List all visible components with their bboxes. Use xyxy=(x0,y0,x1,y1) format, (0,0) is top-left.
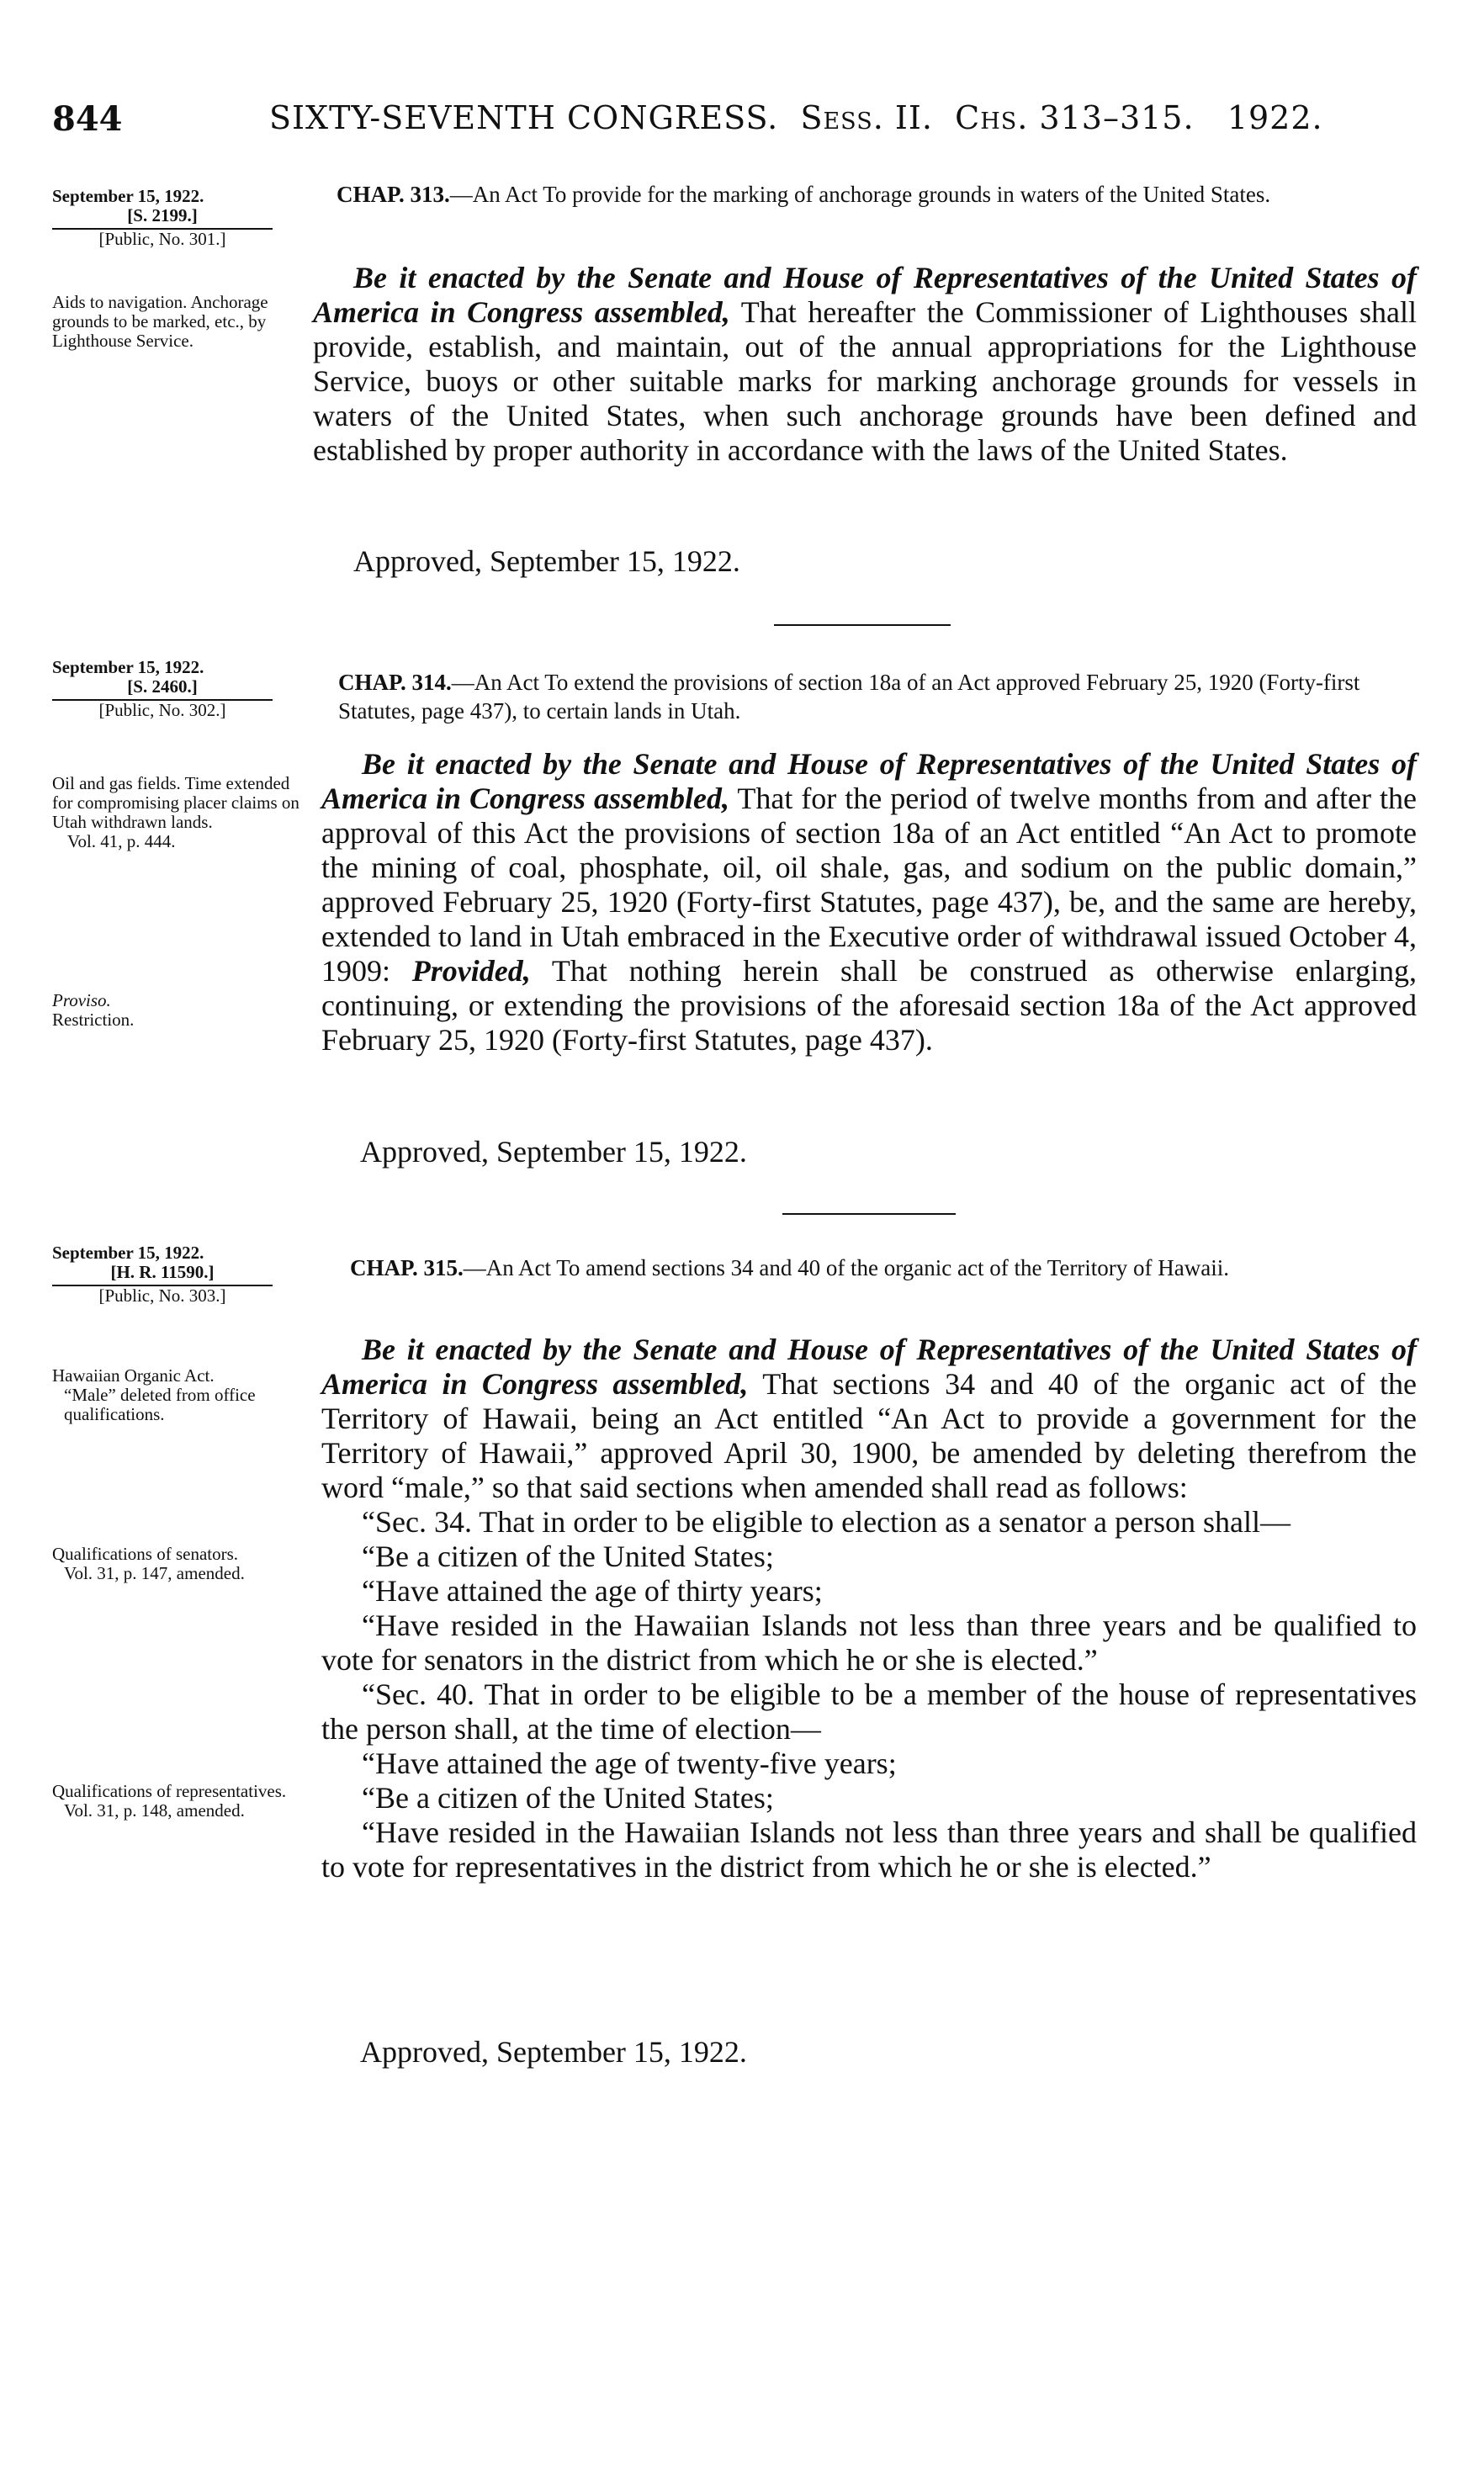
sec40-item: “Have attained the age of twenty-five years; xyxy=(362,1746,897,1780)
sec34-item: “Have attained the age of thirty years; xyxy=(362,1574,823,1608)
chap314-text-1: That for the period of twelve months from and after the approval of this Act the provisions of section 18a of an Act entitled “An Act to promote the mining of coal, phosphate, oil, oil shale, gas, and sodium on the public domain,” approved February 25, 1920 (Forty-first Statutes, page 437), be, and the same are hereby, extended to land in Utah embraced in the Executive order of withdrawal issued October 4, 1909: xyxy=(321,782,1418,988)
chap313-margin-ids xyxy=(52,187,305,249)
chap314-enacting: Be it enacted by the Senate and House of Representatives of the United States of America in Congress assembled, xyxy=(321,747,1417,815)
sec40-item: “Have resided in the Hawaiian Islands not less than three years and shall be qualified to vote for representatives in the district from which he or she is elected.” xyxy=(321,1815,1417,1884)
session-label: Sess. II. xyxy=(800,99,933,136)
chap314-title xyxy=(338,668,1432,725)
chap315-body xyxy=(321,1333,1417,1884)
chap314-margin-proviso xyxy=(52,991,313,1030)
chap313-margin-note: Aids to navigation. Anchorage grounds to be marked, etc., by Lighthouse Service. xyxy=(52,292,268,351)
sec34-item: “Be a citizen of the United States; xyxy=(362,1540,774,1573)
senators-note: Qualifications of senators. xyxy=(52,1544,239,1564)
chap315-title-text: —An Act To amend sections 34 and 40 of the organic act of the Territory of Hawaii. xyxy=(463,1255,1230,1280)
chap314-margin-ref: Vol. 41, p. 444. xyxy=(67,831,176,851)
chap313-title-text: —An Act To provide for the marking of anchorage grounds in waters of the United States. xyxy=(449,182,1271,207)
page-header xyxy=(52,99,1415,158)
chap314-public: [Public, No. 302.] xyxy=(98,700,226,720)
chap313-bill: [S. 2199.] xyxy=(52,206,273,230)
chap313-approved: Approved, September 15, 1922. xyxy=(353,544,740,578)
page-number: 844 xyxy=(52,99,123,139)
chap313-public: [Public, No. 301.] xyxy=(98,229,226,249)
chap315-margin-notes-a xyxy=(52,1366,313,1424)
chap315-public: [Public, No. 303.] xyxy=(98,1285,226,1306)
chap313-title xyxy=(337,180,1430,209)
vol31-147-note: Vol. 31, p. 147, amended. xyxy=(64,1563,245,1583)
chap315-text: That sections 34 and 40 of the organic act of the Territory of Hawaii, being an Act entitled “An Act to provide a government for the Territory of Hawaii,” approved April 30, 1900, be amended by deleting therefrom the word “male,” so that said sections when amended shall read as follows: xyxy=(321,1367,1418,1504)
chap314-margin-subject: Oil and gas fields. Time extended for compromising placer claims on Utah withdrawn lands. xyxy=(52,773,299,832)
representatives-note: Qualifications of representatives. xyxy=(52,1781,287,1801)
chap315-margin-notes-c xyxy=(52,1782,313,1821)
chapters-label: Chs. 313–315. xyxy=(955,99,1195,136)
chap313-label: CHAP. 313. xyxy=(337,182,450,207)
chap314-bill: [S. 2460.] xyxy=(52,677,273,701)
sec40-item: “Be a citizen of the United States; xyxy=(362,1781,774,1815)
chap313-enacting: Be it enacted by the Senate and House of Representatives of the United States of America in Congress assembled, xyxy=(313,261,1417,329)
section-divider xyxy=(782,1213,956,1215)
chap315-enacting: Be it enacted by the Senate and House of Representatives of the United States of America in Congress assembled, xyxy=(321,1333,1417,1401)
chap315-margin-ids xyxy=(52,1243,305,1306)
proviso-label: Proviso. xyxy=(52,990,111,1010)
chap315-date: September 15, 1922. xyxy=(52,1243,204,1263)
restriction-label: Restriction. xyxy=(52,1010,135,1030)
chap314-approved: Approved, September 15, 1922. xyxy=(360,1135,747,1169)
sec34-intro: “Sec. 34. That in order to be eligible to election as a senator a person shall— xyxy=(362,1505,1291,1539)
chap314-margin-ids xyxy=(52,658,305,720)
chap314-label: CHAP. 314. xyxy=(338,670,452,695)
year-label: 1922. xyxy=(1227,99,1323,136)
male-deleted-note: “Male” deleted from office qualifications. xyxy=(64,1385,256,1424)
chap315-title xyxy=(350,1254,1430,1282)
section-divider xyxy=(774,624,951,626)
running-head xyxy=(269,99,1323,136)
chap314-provided: Provided, xyxy=(411,954,531,988)
chap314-title-text: —An Act To extend the provisions of section 18a of an Act approved February 25, 1920 (Forty-first Statutes, page 437), to certain lands in Utah. xyxy=(338,670,1360,724)
chap314-date: September 15, 1922. xyxy=(52,657,204,677)
chap314-body xyxy=(321,747,1417,1057)
sec40-intro: “Sec. 40. That in order to be eligible to be a member of the house of representatives the person shall, at the time of election— xyxy=(321,1678,1417,1746)
chap315-bill: [H. R. 11590.] xyxy=(52,1263,273,1286)
chap315-margin-notes-b xyxy=(52,1545,313,1583)
chap313-date: September 15, 1922. xyxy=(52,186,204,206)
chap315-approved: Approved, September 15, 1922. xyxy=(360,2035,747,2069)
chap314-margin-note xyxy=(52,774,313,851)
congress-title: SIXTY-SEVENTH CONGRESS. xyxy=(269,99,779,136)
chap313-body xyxy=(313,261,1417,468)
hawaiian-act-note: Hawaiian Organic Act. xyxy=(52,1365,215,1386)
chap315-label: CHAP. 315. xyxy=(350,1255,464,1280)
sec34-item: “Have resided in the Hawaiian Islands not less than three years and be qualified to vote for senators in the district from which he or she is elected.” xyxy=(321,1609,1417,1677)
vol31-148-note: Vol. 31, p. 148, amended. xyxy=(64,1800,245,1821)
chap313-text: That hereafter the Commissioner of Lighthouses shall provide, establish, and maintain, out of the annual appropriations for the Lighthouse Service, buoys or other suitable marks for marking anchorage grounds for vessels in waters of the United States, when such anchorage grounds have been defined and established by proper authority in accordance with the laws of the United States. xyxy=(313,295,1418,467)
chap314-text-2: That nothing herein shall be construed as otherwise enlarging, continuing, or extending the provisions of the aforesaid section 18a of the Act approved February 25, 1920 (Forty-first Statutes, page 437). xyxy=(321,954,1418,1057)
